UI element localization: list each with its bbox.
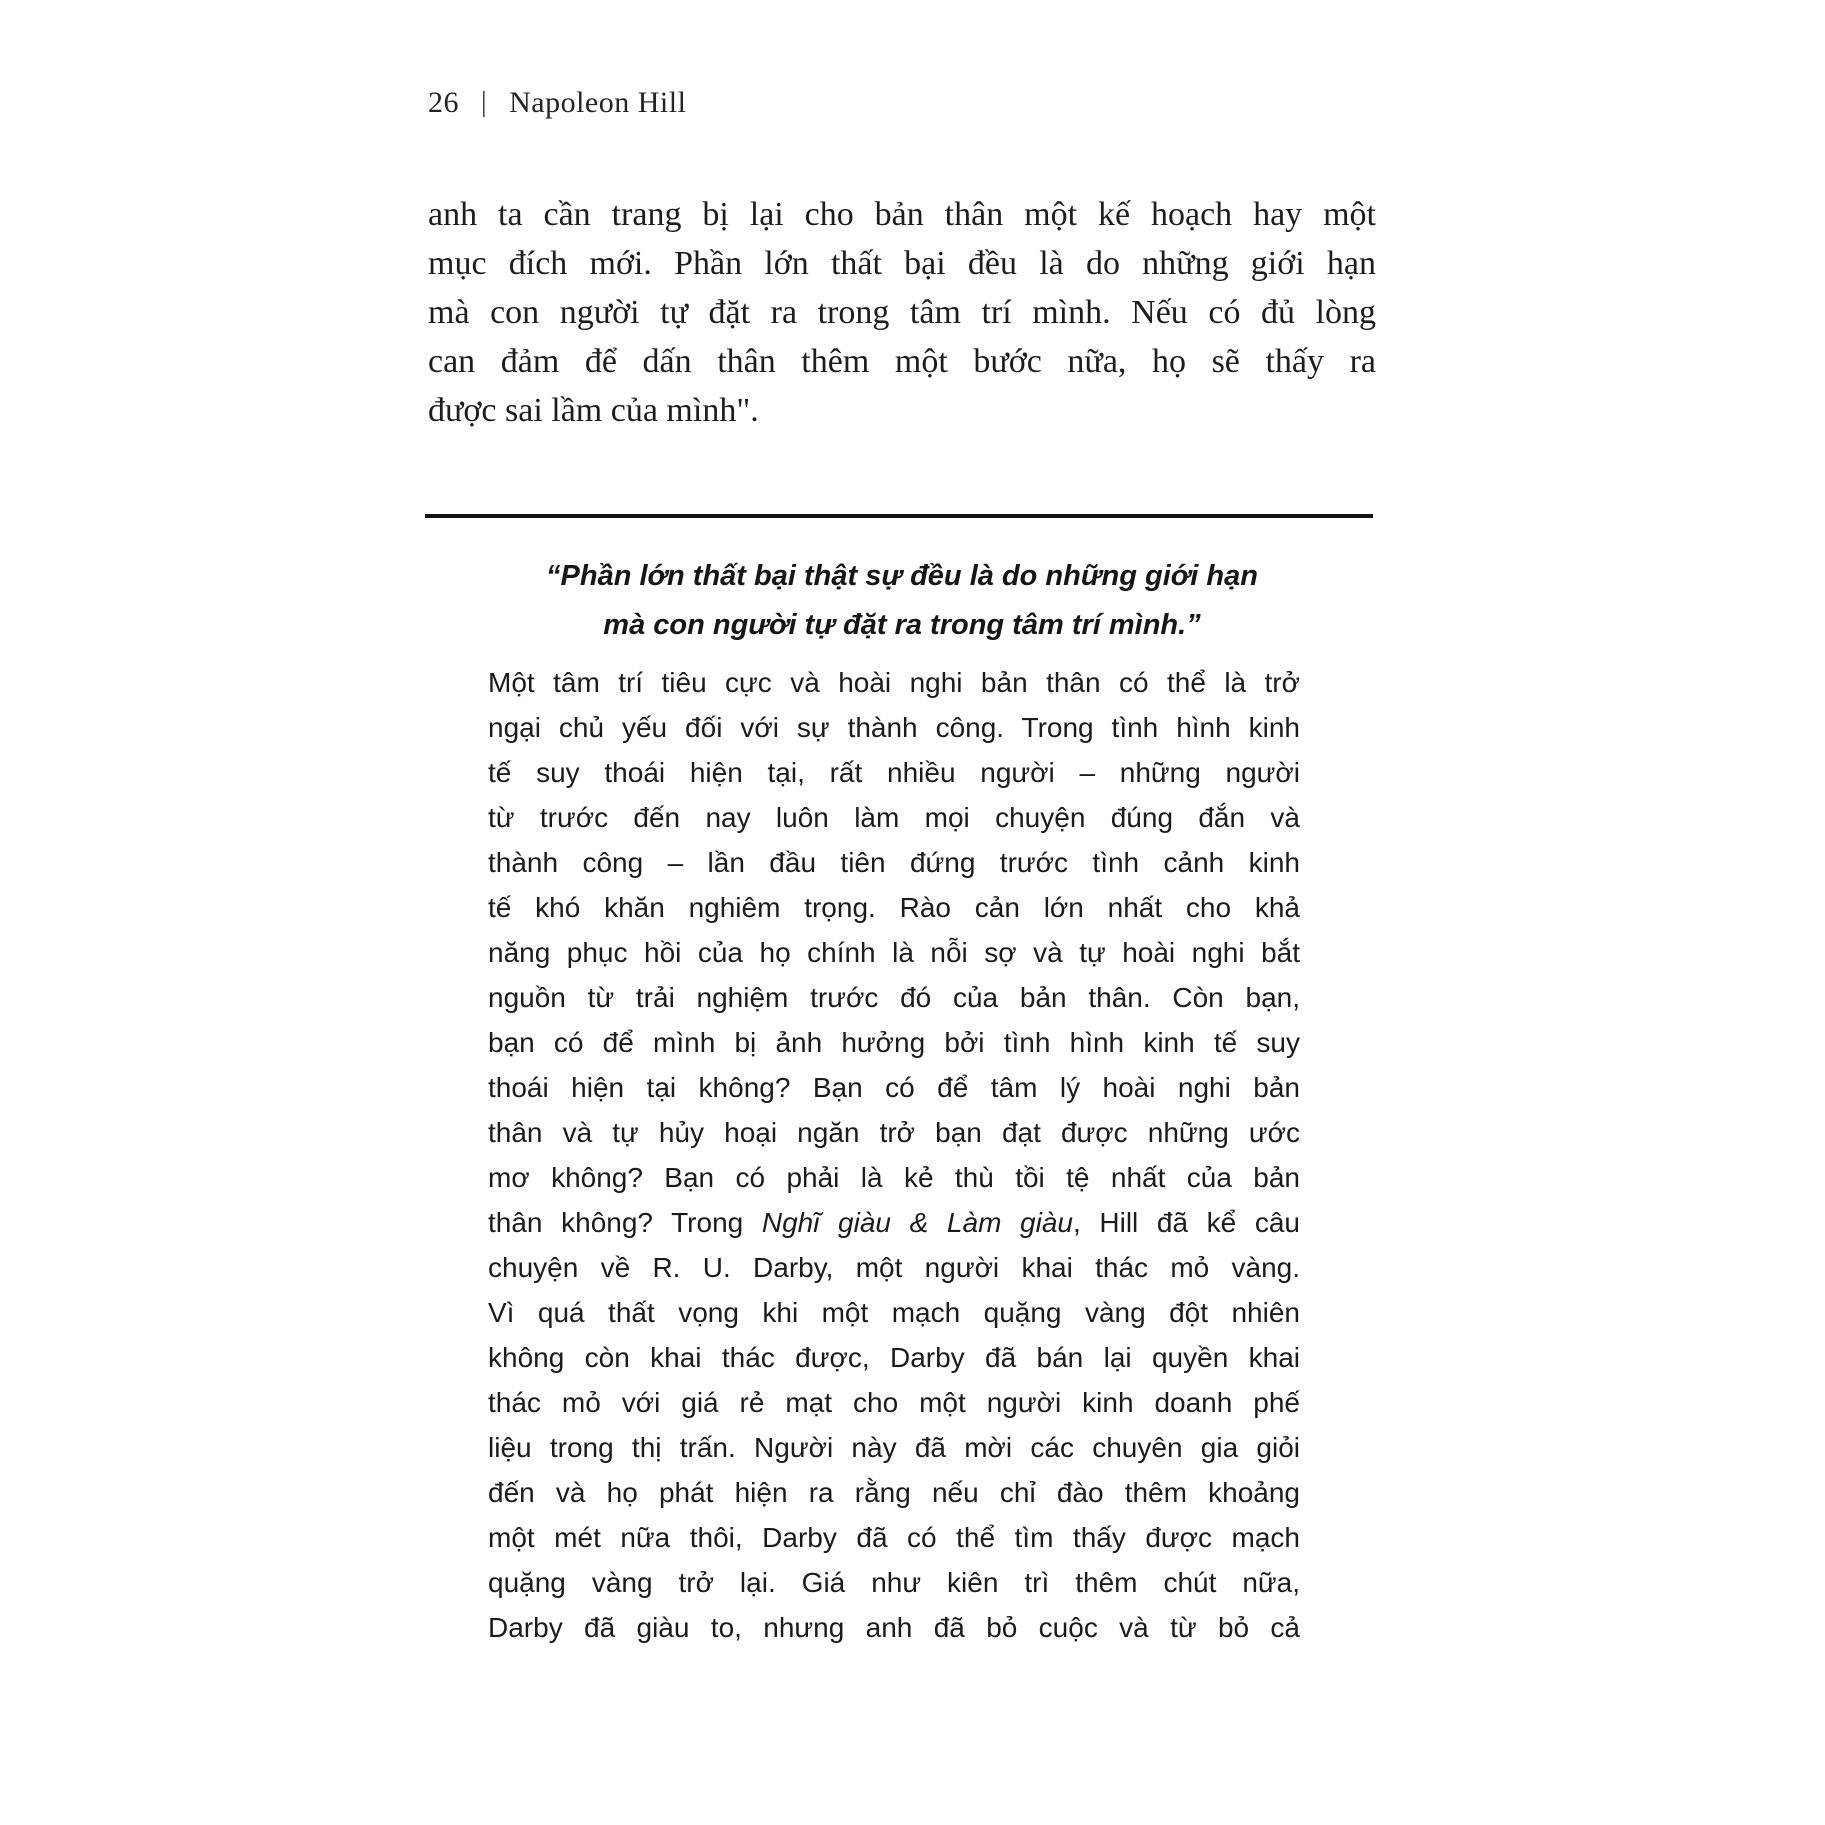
text-line: đến và họ phát hiện ra rằng nếu chỉ đào thêm khoảng [488, 1477, 1300, 1508]
text-line: “Phần lớn thất bại thật sự đều là do những giới hạn [546, 560, 1258, 592]
text-line: một mét nữa thôi, Darby đã có thể tìm thấy được mạch [488, 1522, 1300, 1553]
text-line: mục đích mới. Phần lớn thất bại đều là do những giới hạn [428, 245, 1376, 282]
text-line: Darby đã giàu to, nhưng anh đã bỏ cuộc và từ bỏ cả [488, 1612, 1300, 1643]
text-line: tế suy thoái hiện tại, rất nhiều người – những người [488, 757, 1300, 788]
running-header [428, 86, 686, 120]
running-title: Napoleon Hill [509, 86, 687, 119]
text-line: tế khó khăn nghiêm trọng. Rào cản lớn nhất cho khả [488, 892, 1300, 923]
text-line: quặng vàng trở lại. Giá như kiên trì thêm chút nữa, [488, 1567, 1300, 1598]
text-line: anh ta cần trang bị lại cho bản thân một kế hoạch hay một [428, 196, 1376, 233]
pull-quote [428, 552, 1376, 650]
text-line: thác mỏ với giá rẻ mạt cho một người kinh doanh phế [488, 1387, 1300, 1418]
text-line: thân không? Trong Nghĩ giàu & Làm giàu, Hill đã kể câu [488, 1207, 1301, 1238]
text-line: không còn khai thác được, Darby đã bán lại quyền khai [488, 1342, 1300, 1373]
text-line: Vì quá thất vọng khi một mạch quặng vàng đột nhiên [488, 1297, 1300, 1328]
text-line: thoái hiện tại không? Bạn có để tâm lý hoài nghi bản [488, 1072, 1300, 1103]
text-line: can đảm để dấn thân thêm một bước nữa, họ sẽ thấy ra [428, 343, 1376, 380]
text-line: mơ không? Bạn có phải là kẻ thù tồi tệ nhất của bản [488, 1162, 1300, 1193]
divider-rule [425, 514, 1373, 518]
page-number: 26 [428, 86, 459, 119]
header-separator: | [481, 87, 488, 118]
text-line: bạn có để mình bị ảnh hưởng bởi tình hình kinh tế suy [488, 1027, 1300, 1058]
text-line: Một tâm trí tiêu cực và hoài nghi bản thân có thể là trở [488, 667, 1300, 698]
lead-paragraph [428, 190, 1376, 435]
body-paragraph [488, 660, 1300, 1650]
text-line: nguồn từ trải nghiệm trước đó của bản thân. Còn bạn, [488, 982, 1300, 1013]
text-line: mà con người tự đặt ra trong tâm trí mình. Nếu có đủ lòng [428, 294, 1376, 331]
text-line: thân và tự hủy hoại ngăn trở bạn đạt được những ước [488, 1117, 1300, 1148]
text-line: từ trước đến nay luôn làm mọi chuyện đúng đắn và [488, 802, 1300, 833]
text-line: ngại chủ yếu đối với sự thành công. Trong tình hình kinh [488, 712, 1300, 743]
text-line: mà con người tự đặt ra trong tâm trí mình.” [603, 609, 1201, 641]
text-line: liệu trong thị trấn. Người này đã mời các chuyên gia giỏi [488, 1432, 1300, 1463]
text-line: năng phục hồi của họ chính là nỗi sợ và tự hoài nghi bắt [488, 937, 1300, 968]
text-line: được sai lầm của mình". [428, 392, 759, 429]
text-line: chuyện về R. U. Darby, một người khai thác mỏ vàng. [488, 1252, 1300, 1283]
text-line: thành công – lần đầu tiên đứng trước tình cảnh kinh [488, 847, 1300, 878]
